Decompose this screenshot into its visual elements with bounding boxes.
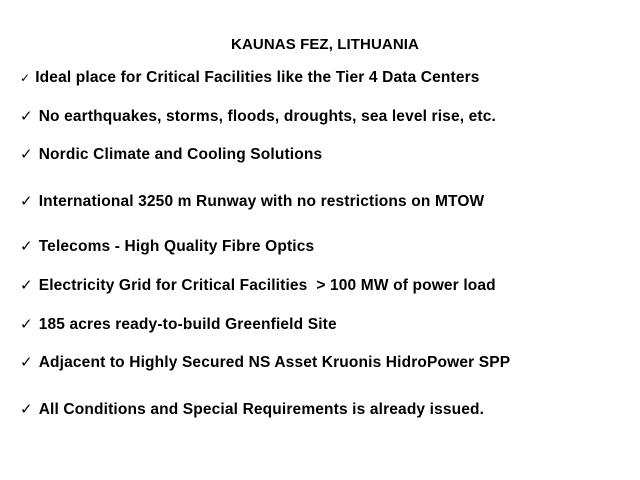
bullet-text: Adjacent to Highly Secured NS Asset Kruonis HidroPower SPP [38, 354, 511, 371]
bullet-text: Ideal place for Critical Facilities like the Tier 4 Data Centers [35, 69, 480, 86]
bullet-item [20, 192, 484, 211]
check-icon: ✓ [20, 237, 33, 255]
bullet-text: All Conditions and Special Requirements is already issued. [38, 401, 485, 418]
bullet-item [20, 353, 510, 372]
bullet-item [20, 315, 337, 334]
check-icon: ✓ [20, 353, 33, 371]
check-icon: ✓ [20, 276, 33, 294]
bullet-text: Telecoms - High Quality Fibre Optics [38, 238, 315, 255]
bullet-text: No earthquakes, storms, floods, droughts, sea level rise, etc. [38, 108, 496, 125]
check-icon: ✓ [20, 145, 33, 163]
bullet-item [20, 400, 484, 419]
bullet-text: Electricity Grid for Critical Facilities > 100 MW of power load [38, 277, 496, 294]
check-icon: ✓ [20, 71, 31, 85]
bullet-item [20, 69, 480, 87]
slide-title: KAUNAS FEZ, LITHUANIA [231, 36, 419, 53]
bullet-text: Nordic Climate and Cooling Solutions [38, 146, 323, 163]
bullet-text: 185 acres ready-to-build Greenfield Site [38, 316, 337, 333]
bullet-text: International 3250 m Runway with no restrictions on MTOW [38, 193, 485, 210]
bullet-item [20, 107, 496, 126]
bullet-item [20, 145, 322, 164]
bullet-item [20, 237, 314, 256]
bullet-item [20, 276, 496, 295]
check-icon: ✓ [20, 107, 33, 125]
check-icon: ✓ [20, 192, 33, 210]
check-icon: ✓ [20, 315, 33, 333]
check-icon: ✓ [20, 400, 33, 418]
